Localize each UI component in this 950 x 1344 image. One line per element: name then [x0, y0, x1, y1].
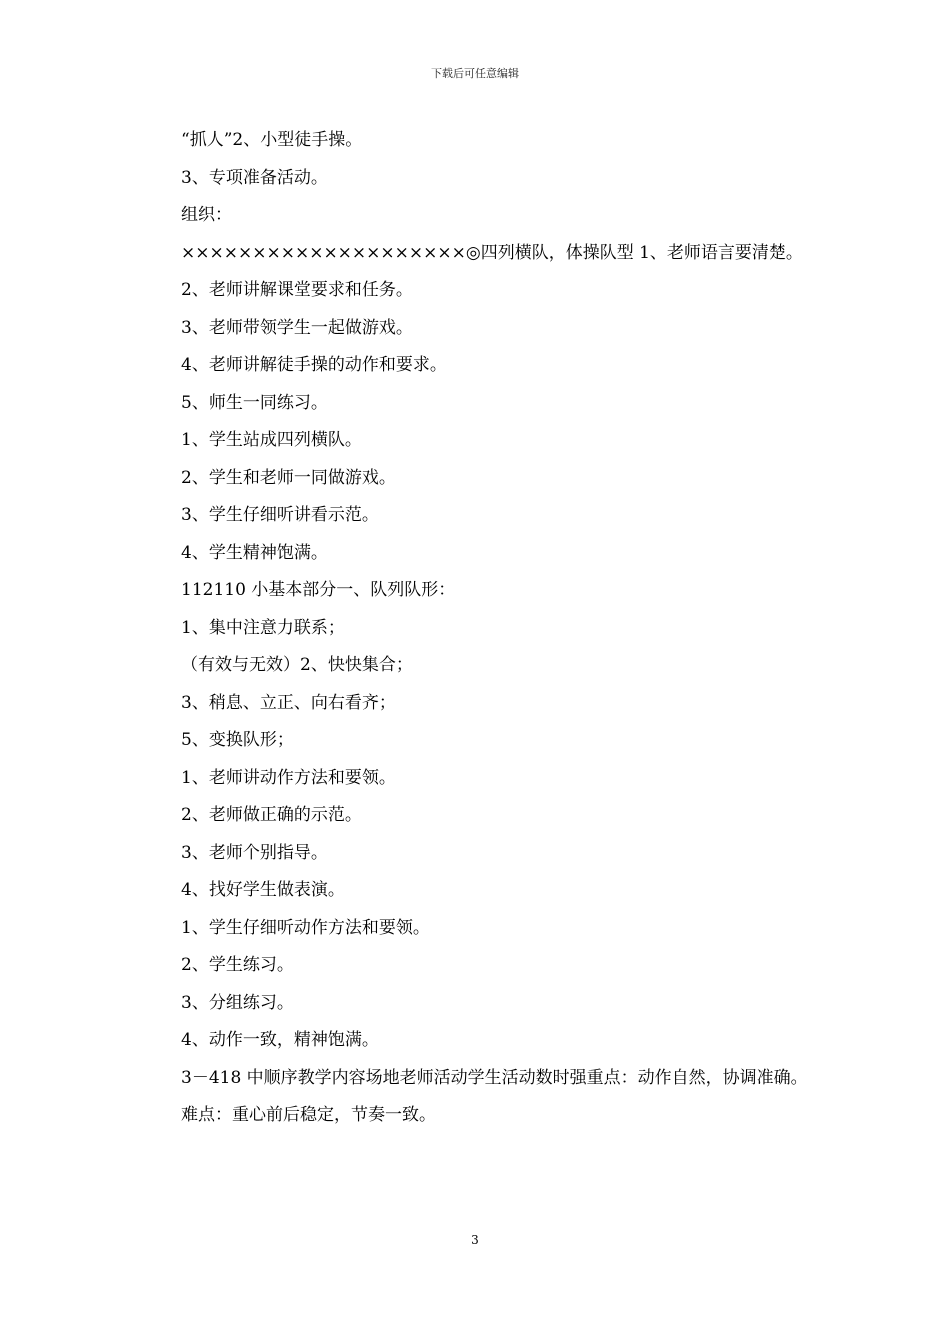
paragraph: 3、老师带领学生一起做游戏。: [181, 317, 413, 338]
paragraph: 2、学生和老师一同做游戏。: [181, 467, 396, 488]
paragraph: 3、老师个别指导。: [181, 842, 328, 863]
paragraph-key-points: 3－418 中顺序教学内容场地老师活动学生活动数时强重点：动作自然，协调准确。: [181, 1067, 808, 1088]
page-header: 下载后可任意编辑: [431, 67, 519, 80]
document-body: [145, 122, 810, 1135]
paragraph: 3、分组练习。: [181, 992, 294, 1013]
paragraph: 组织：: [181, 205, 232, 225]
paragraph: 3、学生仔细听讲看示范。: [181, 505, 379, 525]
paragraph: 1、学生站成四列横队。: [181, 430, 362, 450]
paragraph: 4、老师讲解徒手操的动作和要求。: [181, 355, 447, 375]
paragraph: 4、找好学生做表演。: [181, 880, 345, 900]
paragraph: 5、变换队形；: [181, 730, 294, 750]
paragraph: 1、集中注意力联系；: [181, 617, 345, 638]
paragraph: 5、师生一同练习。: [181, 392, 328, 413]
paragraph: 2、老师讲解课堂要求和任务。: [181, 280, 413, 300]
paragraph-formation: ××××××××××××××××××××◎四列横队，体操队型 1、老师语言要清楚。: [181, 242, 803, 263]
paragraph: （有效与无效）2、快快集合；: [181, 655, 413, 675]
paragraph: 2、学生练习。: [181, 955, 294, 975]
paragraph: 1、学生仔细听动作方法和要领。: [181, 917, 430, 938]
paragraph-difficulties: 难点：重心前后稳定，节奏一致。: [181, 1105, 436, 1125]
paragraph: 4、学生精神饱满。: [181, 542, 328, 563]
paragraph: 112110 小基本部分一、队列队形：: [181, 580, 456, 600]
paragraph: 1、老师讲动作方法和要领。: [181, 767, 396, 788]
paragraph: 3、稍息、立正、向右看齐；: [181, 692, 396, 713]
paragraph: “抓人”2、小型徒手操。: [181, 130, 363, 150]
paragraph: 4、动作一致，精神饱满。: [181, 1030, 379, 1050]
page-number: 3: [471, 1233, 479, 1247]
paragraph: 2、老师做正确的示范。: [181, 805, 362, 825]
paragraph: 3、专项准备活动。: [181, 167, 328, 188]
